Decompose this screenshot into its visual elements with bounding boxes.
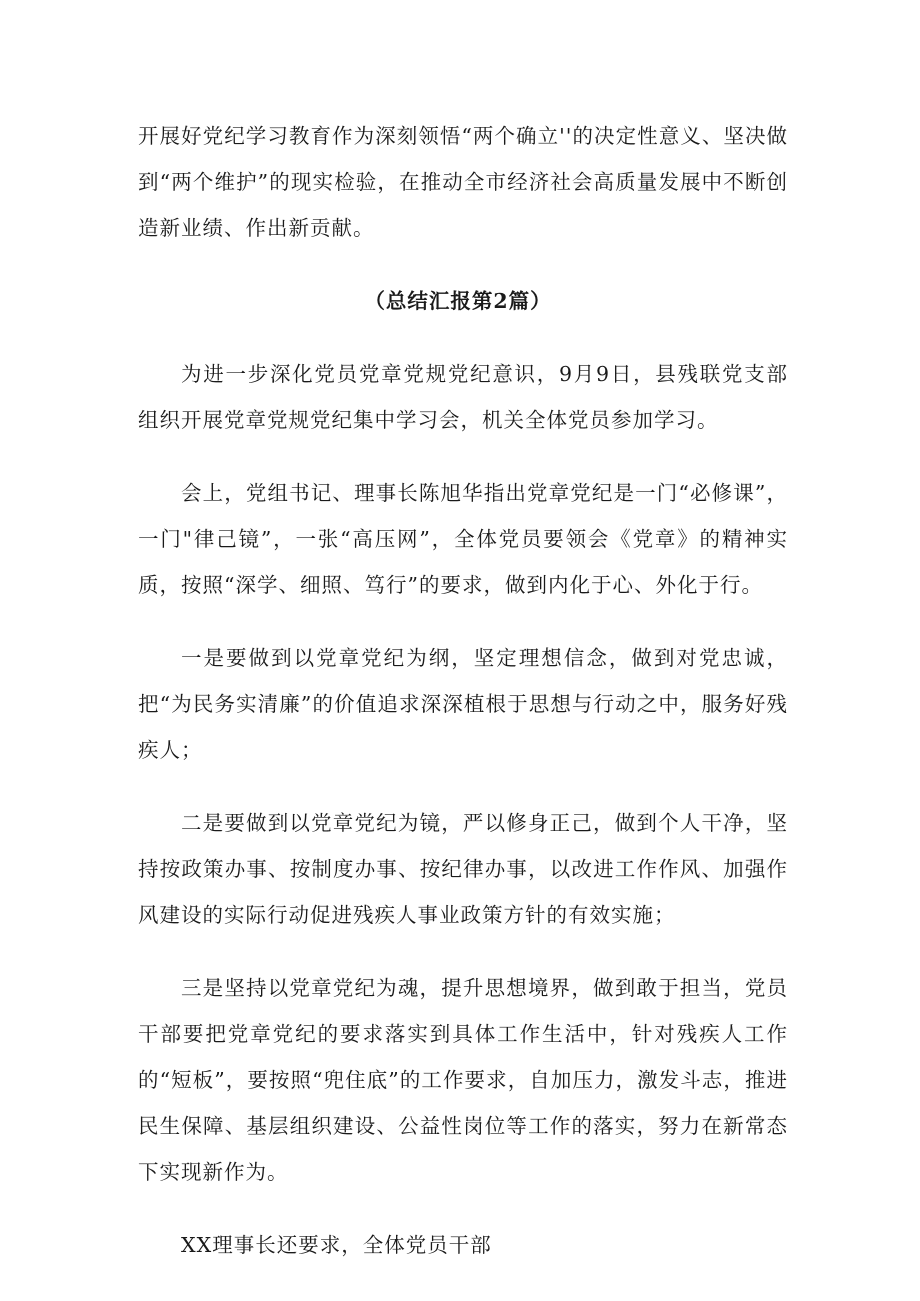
spacer (138, 1195, 788, 1222)
paragraph-closing: XX理事长还要求，全体党员干部 (181, 1233, 492, 1257)
spacer (138, 251, 788, 278)
spacer (138, 773, 788, 800)
intro-paragraph: 开展好党纪学习教育作为深刻领悟“两个确立''的决定性意义、坚决做到“两个维护”的现实检验，在推动全市经济社会高质量发展中不断创造新业绩、作出新贡献。 (138, 124, 788, 240)
section-title: （总结汇报第2篇） (364, 289, 552, 313)
paragraph-meeting-remarks: 会上，党组书记、理事长陈旭华指出党章党纪是一门“必修课”，一门"律己镜”，一张“高压网”，全体党员要领会《党章》的精神实质，按照“深学、细照、笃行”的要求，做到内化于心、外化于行。 (138, 481, 788, 597)
paragraph-point-two: 二是要做到以党章党纪为镜，严以修身正己，做到个人干净，坚持按政策办事、按制度办事、按纪律办事，以改进工作作风、加强作风建设的实际行动促进残疾人事业政策方针的有效实施； (138, 811, 788, 927)
paragraph-point-three: 三是坚持以党章党纪为魂，提升思想境界，做到敢于担当，党员干部要把党章党纪的要求落实到具体工作生活中，针对残疾人工作的“短板”，要按照“兜住底”的工作要求，自加压力，激发斗志，推进民生保障、基层组织建设、公益性岗位等工作的落实，努力在新常态下实现新作为。 (138, 976, 788, 1184)
paragraph-study-meeting: 为进一步深化党员党章党规党纪意识，9月9日，县残联党支部组织开展党章党规党纪集中学习会，机关全体党员参加学习。 (138, 362, 788, 432)
spacer (138, 938, 788, 965)
spacer (138, 324, 788, 351)
document-body (138, 113, 788, 1268)
spacer (138, 443, 788, 470)
paragraph-point-one: 一是要做到以党章党纪为纲，坚定理想信念，做到对党忠诚，把“为民务实清廉”的价值追求深深植根于思想与行动之中，服务好残疾人； (138, 646, 788, 762)
spacer (138, 608, 788, 635)
